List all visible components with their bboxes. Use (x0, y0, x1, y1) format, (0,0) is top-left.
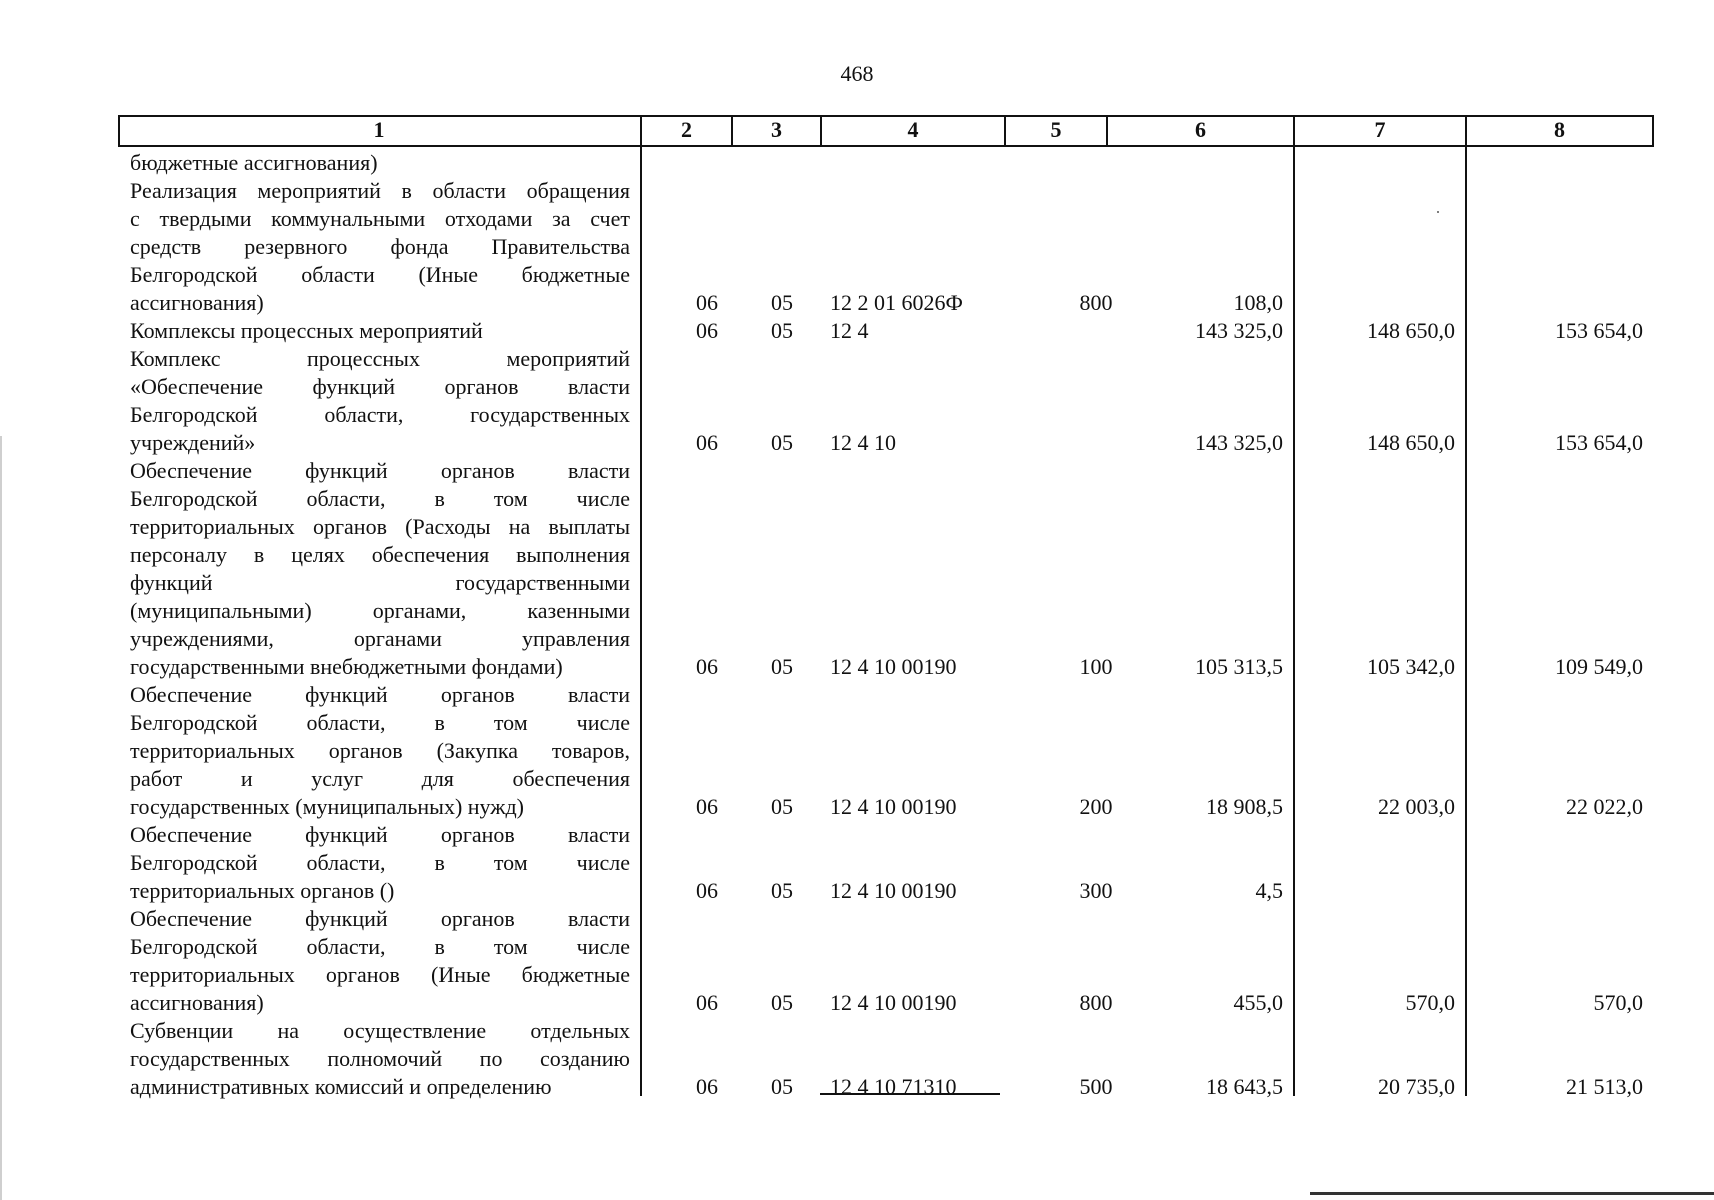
cell-c6: 105 313,5 (1195, 654, 1283, 679)
cell-c6: 18 908,5 (1206, 794, 1283, 819)
row-description (130, 1017, 630, 1101)
cell-c8: 153 654,0 (1555, 318, 1643, 343)
description-line: работ и услуг для обеспечения (130, 766, 630, 791)
description-line: территориальных органов (Закупка товаров, (130, 738, 630, 763)
cell-c7: 148 650,0 (1367, 318, 1455, 343)
cell-c4: 12 4 10 00190 (830, 654, 957, 679)
row-description (130, 177, 630, 317)
cell-c7: 20 735,0 (1378, 1074, 1455, 1099)
row-description (130, 821, 630, 905)
cell-c4: 12 4 10 00190 (830, 794, 957, 819)
col-border-1 (640, 115, 642, 1096)
cell-c2: 06 (696, 430, 718, 455)
description-line: «Обеспечение функций органов власти (130, 374, 630, 399)
cell-c4: 12 4 10 00190 (830, 878, 957, 903)
cell-c8: 570,0 (1593, 990, 1643, 1015)
description-line: персоналу в целях обеспечения выполнения (130, 542, 630, 567)
header-cell-5: 5 (1050, 117, 1062, 142)
cell-c6: 4,5 (1255, 878, 1283, 903)
cell-c8: 153 654,0 (1555, 430, 1643, 455)
description-line: Комплекс процессных мероприятий (130, 346, 630, 371)
description-line: Обеспечение функций органов власти (130, 458, 630, 483)
description-line: административных комиссий и определению (130, 1074, 552, 1099)
cell-c5: 800 (1079, 990, 1113, 1015)
description-line: учреждений» (130, 430, 256, 455)
cell-c8: 22 022,0 (1566, 794, 1643, 819)
header-cell-8: 8 (1554, 117, 1565, 142)
cell-c5: 200 (1079, 794, 1113, 819)
header-cell-3: 3 (771, 117, 782, 142)
cell-c2: 06 (696, 290, 718, 315)
description-line: Белгородской области, в том числе (130, 710, 630, 735)
row-description (130, 317, 630, 345)
cell-c4: 12 4 10 (830, 430, 896, 455)
header-cell-7: 7 (1374, 117, 1386, 142)
cell-c2: 06 (696, 1074, 718, 1099)
cell-c6 (1118, 149, 1283, 177)
cell-c4: 12 4 (830, 318, 869, 343)
description-line: средств резервного фонда Правительства (130, 234, 630, 259)
col-border-7 (1465, 115, 1467, 1096)
cell-c7 (1293, 289, 1455, 317)
header-cell-4: 4 (907, 117, 919, 142)
cell-c3: 05 (771, 430, 793, 455)
description-line: ассигнования) (130, 290, 264, 315)
cell-c3: 05 (771, 654, 793, 679)
cell-c4: 12 2 01 6026Ф (830, 290, 963, 315)
col-border-right (1652, 115, 1654, 147)
cell-c2: 06 (696, 318, 718, 343)
header-cell-2: 2 (681, 117, 692, 142)
cell-c8 (1468, 149, 1643, 177)
col-border-6 (1293, 115, 1295, 1096)
description-line: Обеспечение функций органов власти (130, 822, 630, 847)
description-line: Субвенции на осуществление отдельных (130, 1018, 630, 1043)
row-description (130, 905, 630, 1017)
description-line: территориальных органов (Иные бюджетные (130, 962, 630, 987)
cell-c6: 18 643,5 (1206, 1074, 1283, 1099)
bottom-rule (1310, 1192, 1714, 1195)
description-line: государственных полномочий по созданию (130, 1046, 630, 1071)
description-line: Белгородской области, в том числе (130, 486, 630, 511)
cell-c7: 105 342,0 (1367, 654, 1455, 679)
description-line: Обеспечение функций органов власти (130, 682, 630, 707)
cell-c7: 570,0 (1405, 990, 1455, 1015)
cell-c2: 06 (696, 654, 718, 679)
cell-c5: 500 (1079, 1074, 1113, 1099)
row-description (130, 681, 630, 821)
cell-c8 (1468, 289, 1643, 317)
cell-c2: 06 (696, 990, 718, 1015)
page-number: 468 (840, 61, 874, 86)
cell-c5: 800 (1079, 290, 1113, 315)
cell-c3: 05 (771, 794, 793, 819)
cell-c4: 12 4 10 00190 (830, 990, 957, 1015)
cell-c2: 06 (696, 878, 718, 903)
description-line: государственными внебюджетными фондами) (130, 654, 563, 679)
cell-c3: 05 (771, 318, 793, 343)
cell-c2: 06 (696, 794, 718, 819)
description-line: функций государственными (130, 570, 630, 595)
cell-c6: 455,0 (1233, 990, 1283, 1015)
description-line: учреждениями, органами управления (130, 626, 630, 651)
scan-edge-mark (0, 436, 2, 1200)
description-line: Белгородской области, государственных (130, 402, 630, 427)
cell-c7 (1293, 877, 1455, 905)
cell-c3: 05 (771, 290, 793, 315)
cell-c5: 100 (1079, 654, 1113, 679)
cell-c8: 109 549,0 (1555, 654, 1643, 679)
description-line: бюджетные ассигнования) (130, 150, 378, 175)
description-line: Белгородской области (Иные бюджетные (130, 262, 630, 287)
row-description (130, 149, 630, 177)
cell-c4: 12 4 10 71310 (830, 1074, 957, 1099)
description-line: с твердыми коммунальными отходами за счет (130, 206, 630, 231)
cell-c8: 21 513,0 (1566, 1074, 1643, 1099)
description-line: Реализация мероприятий в области обращения (130, 178, 630, 203)
description-line: ассигнования) (130, 990, 264, 1015)
description-line: Обеспечение функций органов власти (130, 906, 630, 931)
row-description (130, 457, 630, 681)
cell-c3: 05 (771, 1074, 793, 1099)
cell-c7: 22 003,0 (1378, 794, 1455, 819)
cell-c3 (738, 149, 826, 177)
header-bottom-border (118, 145, 1654, 147)
row-description (130, 345, 630, 457)
cell-c3: 05 (771, 990, 793, 1015)
description-line: Белгородской области, в том числе (130, 934, 630, 959)
description-line: (муниципальными) органами, казенными (130, 598, 630, 623)
cell-c2 (666, 149, 748, 177)
cell-c6: 143 325,0 (1195, 318, 1283, 343)
header-cell-1: 1 (373, 117, 385, 142)
cell-c6: 143 325,0 (1195, 430, 1283, 455)
description-line: территориальных органов (Расходы на выплаты (130, 514, 630, 539)
cell-c6: 108,0 (1233, 290, 1283, 315)
cell-c8 (1468, 877, 1643, 905)
description-line: государственных (муниципальных) нужд) (130, 794, 524, 819)
cell-c5: 300 (1079, 878, 1113, 903)
header-cell-6: 6 (1195, 117, 1206, 142)
description-line: территориальных органов () (130, 878, 395, 903)
description-line: Белгородской области, в том числе (130, 850, 630, 875)
budget-table (118, 115, 1654, 1099)
cell-c3: 05 (771, 878, 793, 903)
cell-c7 (1293, 149, 1455, 177)
cell-c7: 148 650,0 (1367, 430, 1455, 455)
description-line: Комплексы процессных мероприятий (130, 318, 483, 343)
